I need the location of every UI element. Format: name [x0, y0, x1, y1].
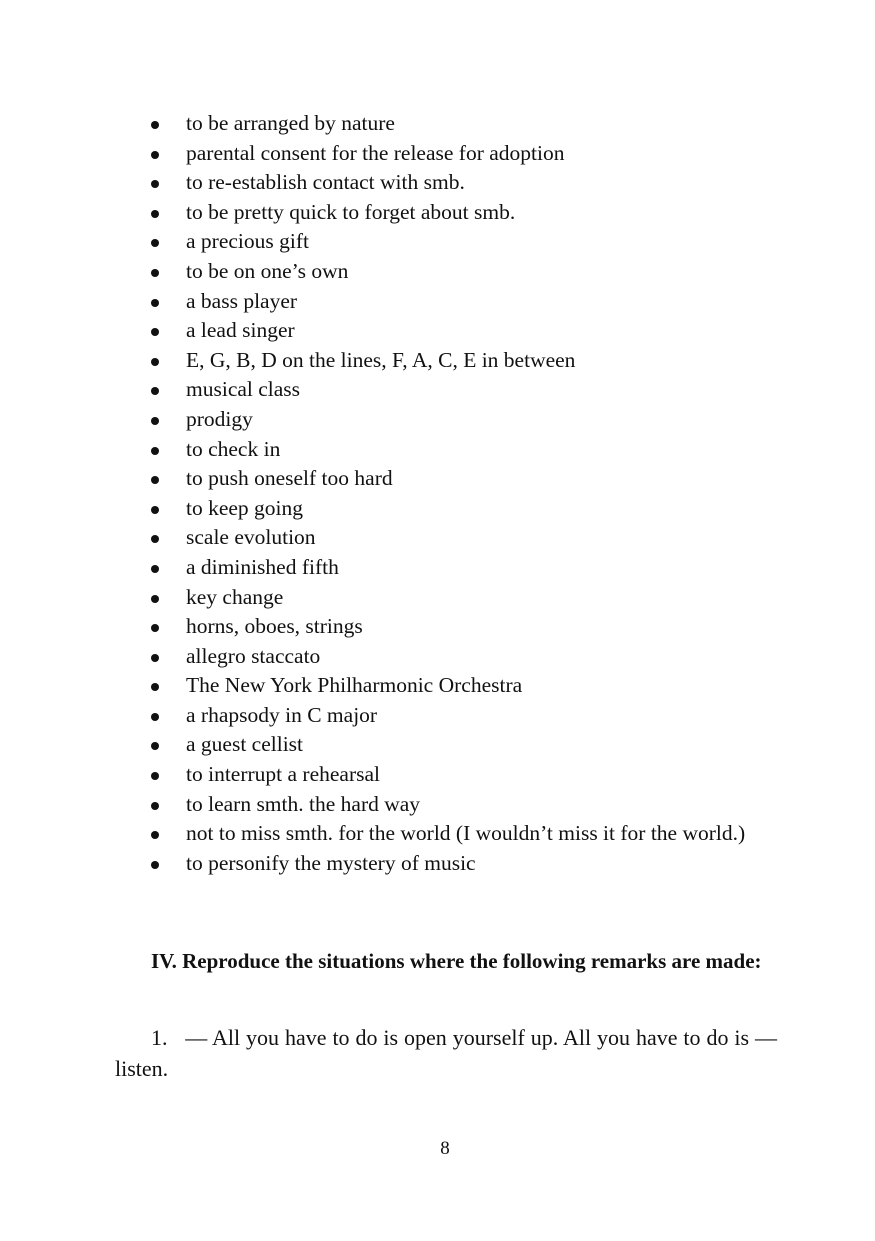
list-item-text: to be pretty quick to forget about smb. — [186, 199, 516, 224]
list-item — [146, 494, 777, 524]
bullet-icon — [151, 831, 159, 839]
list-item-text: prodigy — [186, 406, 253, 431]
list-item — [146, 790, 777, 820]
list-item-text: to interrupt a rehearsal — [186, 762, 381, 787]
list-item — [146, 612, 777, 642]
vocabulary-list — [146, 109, 777, 878]
bullet-icon — [151, 476, 159, 484]
bullet-icon — [151, 210, 159, 218]
bullet-icon — [151, 535, 159, 543]
remark-item: 1. — All you have to do is open yourself up. All you have to do is — listen. — [115, 1025, 777, 1081]
list-item — [146, 227, 777, 257]
list-item — [146, 405, 777, 435]
list-item-text: a bass player — [186, 288, 298, 313]
list-item-text: scale evolution — [186, 525, 316, 550]
list-item-text: parental consent for the release for adoption — [186, 140, 565, 165]
bullet-icon — [151, 358, 159, 366]
bullet-icon — [151, 269, 159, 277]
list-item — [146, 671, 777, 701]
bullet-icon — [151, 802, 159, 810]
bullet-icon — [151, 121, 159, 129]
bullet-icon — [151, 417, 159, 425]
bullet-icon — [151, 742, 159, 750]
bullet-icon — [151, 387, 159, 395]
bullet-icon — [151, 624, 159, 632]
bullet-icon — [151, 861, 159, 869]
list-item-text: to check in — [186, 436, 281, 461]
list-item-text: to re-establish contact with smb. — [186, 170, 465, 195]
list-item — [146, 701, 777, 731]
list-item-text: a precious gift — [186, 229, 309, 254]
page-number: 8 — [440, 1138, 450, 1159]
list-item — [146, 523, 777, 553]
list-item — [146, 730, 777, 760]
list-item-text: a rhapsody in C major — [186, 702, 378, 727]
list-item — [146, 849, 777, 879]
bullet-icon — [151, 151, 159, 159]
bullet-icon — [151, 447, 159, 455]
list-item-text: musical class — [186, 377, 301, 402]
bullet-icon — [151, 654, 159, 662]
list-item — [146, 583, 777, 613]
list-item-text: to learn smth. the hard way — [186, 791, 421, 816]
list-item — [146, 642, 777, 672]
list-item-text: a diminished fifth — [186, 554, 339, 579]
bullet-icon — [151, 772, 159, 780]
list-item — [146, 760, 777, 790]
bullet-icon — [151, 239, 159, 247]
bullet-icon — [151, 565, 159, 573]
bullet-icon — [151, 180, 159, 188]
list-item — [146, 316, 777, 346]
list-item-text: key change — [186, 584, 284, 609]
list-item-text: a guest cellist — [186, 732, 304, 757]
list-item — [146, 139, 777, 169]
list-item-text: horns, oboes, strings — [186, 614, 363, 639]
list-item-text: to personify the mystery of music — [186, 850, 476, 875]
list-item — [146, 819, 777, 849]
list-item-text: to be on one’s own — [186, 258, 349, 283]
list-item — [146, 109, 777, 139]
bullet-icon — [151, 713, 159, 721]
list-item-text: E, G, B, D on the lines, F, A, C, E in between — [186, 347, 576, 372]
bullet-icon — [151, 328, 159, 336]
bullet-icon — [151, 506, 159, 514]
list-item-text: to push oneself too hard — [186, 466, 393, 491]
list-item — [146, 168, 777, 198]
list-item — [146, 257, 777, 287]
list-item — [146, 464, 777, 494]
bullet-icon — [151, 595, 159, 603]
list-item-text: allegro staccato — [186, 643, 321, 668]
list-item-text: The New York Philharmonic Orchestra — [186, 673, 523, 698]
list-item — [146, 346, 777, 376]
list-item-text: to keep going — [186, 495, 304, 520]
list-item-text: not to miss smth. for the world (I wouldn’t miss it for the world.) — [186, 821, 746, 846]
list-item — [146, 375, 777, 405]
list-item — [146, 198, 777, 228]
list-item — [146, 553, 777, 583]
bullet-icon — [151, 299, 159, 307]
list-item — [146, 287, 777, 317]
list-item — [146, 435, 777, 465]
list-item-text: to be arranged by nature — [186, 111, 395, 135]
section-heading: IV. Reproduce the situations where the following remarks are made: — [151, 949, 762, 973]
list-item-text: a lead singer — [186, 318, 295, 343]
bullet-icon — [151, 683, 159, 691]
